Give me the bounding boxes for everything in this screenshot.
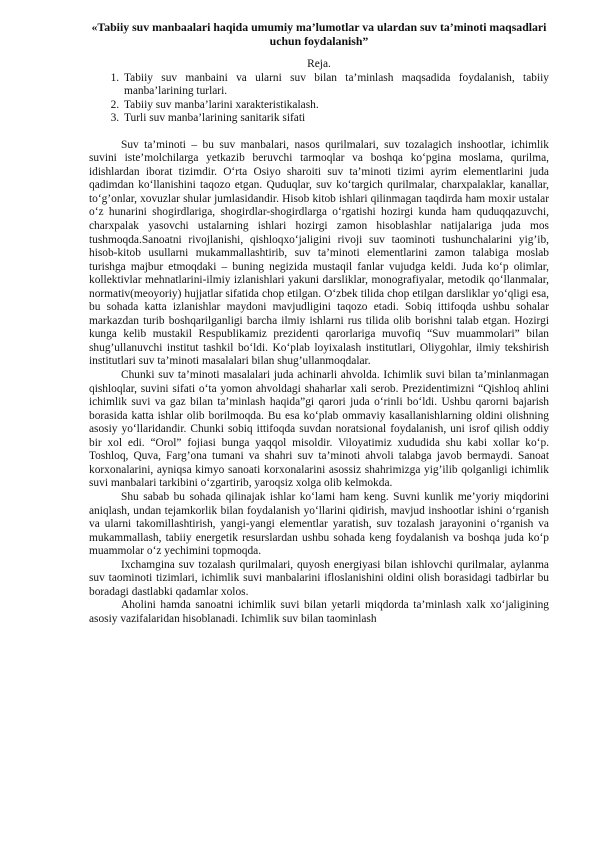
document-title: «Tabiiy suv manbaalari haqida umumiy ma’lumotlar va ulardan suv ta’minoti maqsadlari uchun foydalanish” bbox=[91, 20, 547, 48]
paragraph: Suv ta’minoti – bu suv manbalari, nasos qurilmalari, suv tozalagich inshootlar, ichimlik suvini iste’molchilarga yetkazib beruvchi tarmoqlar va boshqa ko‘pgina moslama, qurilma, idishlardan iborat tizimdir. O‘rta Osiyo sharoiti suv ta’minoti tizimi ayrim elementlarini juda qadimdan ko‘llanishini taqozo etgan. Quduqlar, suv ko‘targich qurilmalar, charxpalaklar, kanallar, to‘g’onlar, xovuzlar shular jumlasidandir. Hisob kitob ishlari qilinmagan taqdirda ham moxir ustalar o‘z hunarini shogirdlariga, shogirdlar-shogirdlarga o‘rgatishi hozirgi kunda ham quduqqazuvchi, charxpalak yasovchi ustalarning ishlari hozirgi zamon hisoblashlar natijalariga juda mos tushmoqda.Sanoatni rivojlanishi, qishloqxo‘jaligini rivoji suv taominoti tushunchalarini yig’ib, hisob-kitob usullarni mukammallashtirib, suv ta’minoti elementlarini zamon talabiga moslab turishga majbur etmoqdaki – buning negizida mustaqil fanlar vujudga keldi. Juda ko‘p olimlar, kollektivlar mehnatlarini-ilmiy izlanishlari yakuni darsliklar, monografiyalar, metodik qo‘llanmalar, normativ(meoyoriy) hujjatlar sifatida chop etilgan. O‘zbek tilida chop etilgan darsliklar yo‘qligi esa, bu sohada katta izlanishlar maydoni mavjudligini taqozo etadi. Sobiq ittifoqda ushbu sohalar markazdan turib boshqarilganligi barcha ilmiy ishlarni rus tilida olib borishni talab etgan. Hozirgi kunga kelib mustakil Respublikamiz prezidenti qarorlariga muvofiq “Suv muammolari” bilan shug’ullanuvchi institut tashkil bo‘ldi. Ko‘plab loyixalash institutlari, Oliygohlar, ilmiy tekshirish institutlari suv ta’minoti masalalari bilan shug’ullanmoqdalar. bbox=[89, 138, 549, 368]
paragraph: Aholini hamda sanoatni ichimlik suvi bilan yetarli miqdorda ta’minlash xalk xo‘jaligining asosiy vazifalaridan hisoblanadi. Ichimlik suv bilan taominlash bbox=[89, 599, 549, 625]
paragraph: Chunki suv ta’minoti masalalari juda achinarli ahvolda. Ichimlik suvi bilan ta’minlanmagan qishloqlar, suvini sifati o‘ta yomon ahvoldagi shaharlar xali serob. Prezidentimizni “Qishloq ahlini ichimlik suvi va gaz bilan ta’minlash haqida”gi qarori juda o‘rinli bo‘ldi. Ushbu qarorni bajarish borasida katta ishlar olib borilmoqda. Bu esa ko‘plab ommaviy kasallanishlarning oldini olishning asosiy yo‘llaridandir. Chunki sobiq ittifoqda suvdan noratsional foydalanish, uni isrof qilish oddiy bir xol edi. “Orol” fojiasi bunga yaqqol misoldir. Viloyatimiz xududida shu kabi xollar ko‘p. Toshloq, Quva, Farg’ona tumani va shahri suv ta’minoti ahvoli talabga javob bermaydi. Sanoat korxonalarini, ayniqsa kimyo sanoati korxonalarini asossiz shahrimizga yig’ilib qolganligi ichimlik suvi manbalari tarkibini o‘zgartirib, yaroqsiz xolga olib kelmokda. bbox=[89, 369, 549, 490]
plan-item: 2. Tabiiy suv manba’larini xarakteristikalash. bbox=[122, 99, 549, 113]
plan-list bbox=[89, 72, 549, 126]
document-body bbox=[89, 139, 549, 627]
plan-item: 3. Turli suv manba’larining sanitarik sifati bbox=[122, 112, 549, 126]
paragraph: Ixchamgina suv tozalash qurilmalari, quyosh energiyasi bilan ishlovchi qurilmalar, aylanma suv taominoti tizimlari, ichimlik suvi manbalarini ifloslanishini oldini olish borasidagi tadbirlar bu boradagi dastlabki qadamlar xolos. bbox=[89, 558, 549, 598]
plan-heading: Reja. bbox=[307, 58, 331, 70]
plan-item: 1. Tabiiy suv manbaini va ularni suv bilan ta’minlash maqsadida foydalanish, tabiiy manba’larining turlari. bbox=[122, 72, 549, 99]
paragraph: Shu sabab bu sohada qilinajak ishlar ko‘lami ham keng. Suvni kunlik me’yoriy miqdorini aniqlash, undan tejamkorlik bilan foydalanish yo‘llarini qidirish, mavjud inshootlar ishini o‘rganish va ularni takomillashtirish, yangi-yangi elementlar yaratish, suv tozalash jarayonini o‘rganish va mukammallash, tabiiy energetik resurslardan ushbu sohada keng foydalanish va boshqa juda ko‘p muammolar o‘z yechimini topmoqda. bbox=[89, 490, 549, 558]
